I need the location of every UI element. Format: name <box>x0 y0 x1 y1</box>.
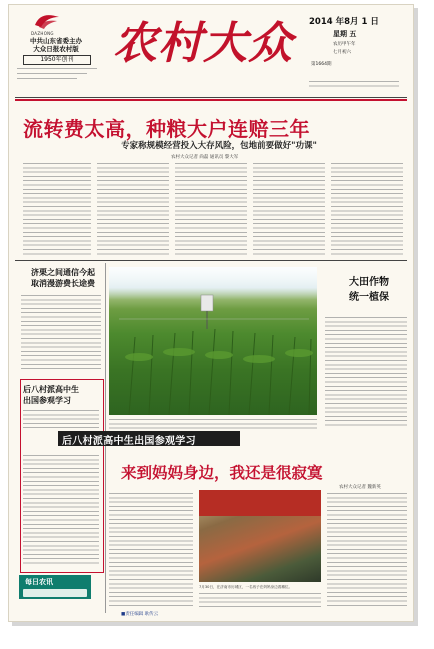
newspaper-page <box>8 4 414 622</box>
lunar-day: 七月初六 <box>333 50 351 55</box>
promo-subbar <box>23 589 87 597</box>
caption-overlay <box>58 431 240 446</box>
dazhong-logo-icon <box>31 11 63 31</box>
crop-spraying-photo <box>109 267 317 415</box>
left-headline-students-line2: 出国参观学习 <box>23 396 71 405</box>
issue-date: 2014 年8月 1 日 <box>309 17 379 27</box>
editor-credit: ■责任编辑 耿传云 <box>121 612 159 617</box>
left-headline-students-line1: 后八村派高中生 <box>23 385 79 394</box>
main-story-col5 <box>331 163 403 255</box>
issue-number: 第1664期 <box>311 62 332 67</box>
story2-byline: 农村大众记者 魏新英 <box>339 485 381 490</box>
main-story-col4 <box>253 163 325 255</box>
masthead-rule <box>15 97 407 98</box>
founded-year: 1950年创刊 <box>23 55 91 65</box>
masthead-rule-red <box>15 99 407 101</box>
publisher-line1: 中共山东省委主办 <box>30 37 82 45</box>
feature-headline-cropcare <box>329 275 409 305</box>
logo-wordmark: DAZHONG <box>31 31 54 36</box>
newspaper-title: 农村大众 <box>113 18 293 69</box>
main-story-col1 <box>23 163 91 255</box>
lunar-year: 农历甲午年 <box>333 42 356 47</box>
masthead-fineprint <box>17 68 107 81</box>
left-story-students-b <box>23 455 99 567</box>
main-story-col2 <box>97 163 169 255</box>
left-headline-telecom-line1: 济栗之间通信今起 <box>31 268 95 277</box>
left-headline-students <box>23 384 93 406</box>
masthead-contact <box>309 81 399 89</box>
main-headline: 流转费太高，种粮大户连赔三年 <box>23 117 310 141</box>
feature-story-cropcare <box>325 317 407 429</box>
story2-col2 <box>199 593 321 609</box>
left-story-students-a <box>23 410 99 430</box>
publisher-line2: 大众日报农村版 <box>33 45 79 53</box>
story2-col1 <box>109 493 193 609</box>
left-headline-telecom-line2: 取消漫游费长途费 <box>31 279 95 288</box>
promo-title: 每日农讯 <box>25 578 53 586</box>
section-rule <box>15 260 407 261</box>
issue-weekday: 星期 五 <box>333 30 357 38</box>
page-footer <box>107 611 257 619</box>
publisher-info <box>19 37 93 53</box>
story2-col3 <box>327 493 407 609</box>
left-headline-telecom <box>19 267 107 289</box>
photo-tent-canopy <box>199 490 321 516</box>
caption-overlay-text: 后八村派高中生出国参观学习 <box>62 436 196 447</box>
left-story-telecom <box>21 295 101 371</box>
story2-photo-caption: 7月30日，在济南市历城区，一名孩子在妈妈身边看摊位。 <box>199 585 293 589</box>
story2-headline: 来到妈妈身边，我还是很寂寞 <box>121 464 323 482</box>
daily-farm-news-promo[interactable] <box>19 575 91 599</box>
photo-caption-text <box>109 419 317 429</box>
feature-headline-line1: 大田作物 <box>349 277 389 288</box>
main-deck: 专家称规模经营投入大存风险，包地前要做好"功课" <box>121 141 317 151</box>
main-byline: 农村大众记者 尚磊 通讯员 黎大军 <box>171 155 239 160</box>
cornfield-illustration <box>109 267 317 415</box>
date-block <box>309 15 405 67</box>
feature-headline-line2: 统一植保 <box>349 292 389 303</box>
main-story-col3 <box>175 163 247 255</box>
